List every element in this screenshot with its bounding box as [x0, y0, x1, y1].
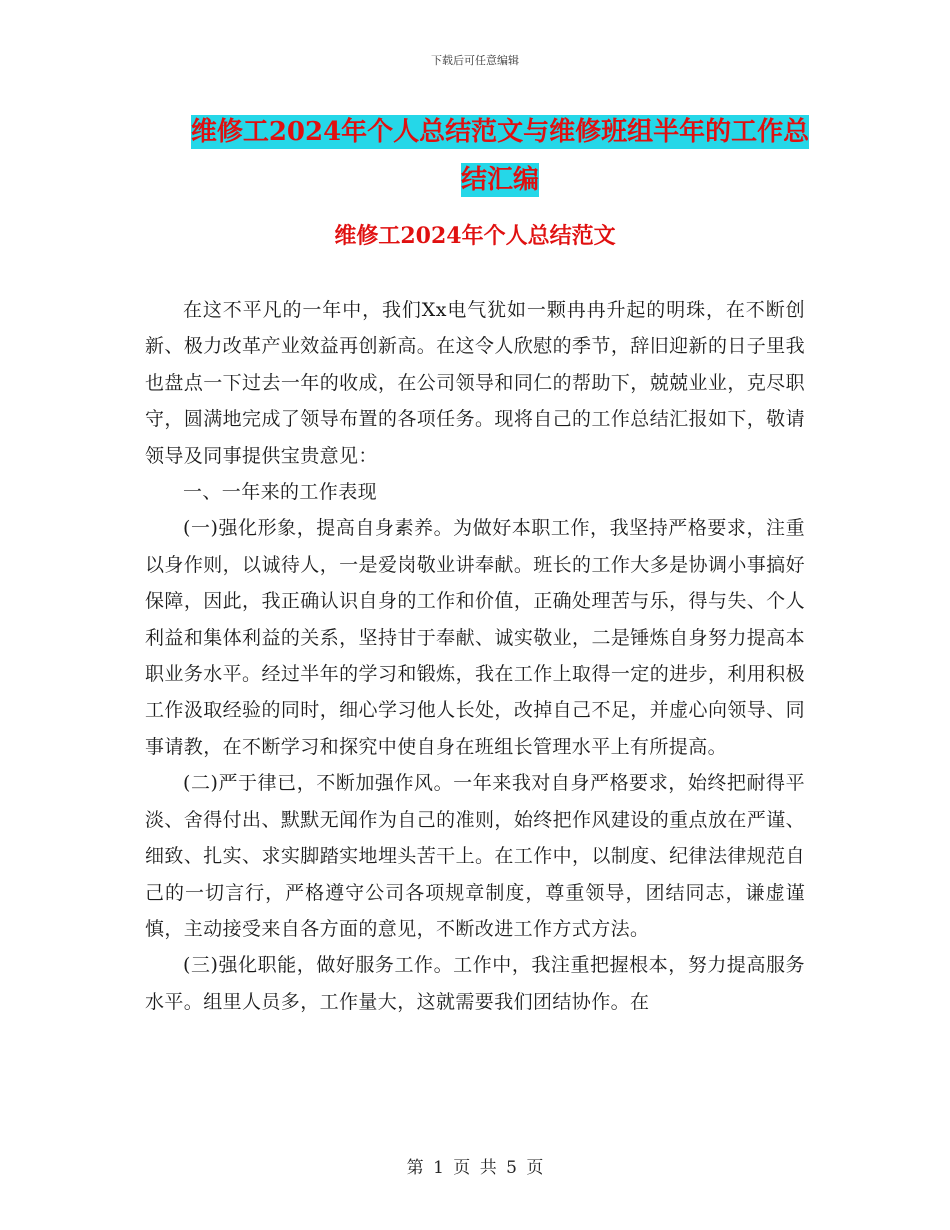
paragraph-3: (三)强化职能，做好服务工作。工作中，我注重把握根本，努力提高服务水平。组里人员多，工作量大，这就需要我们团结协作。在 [145, 954, 805, 1013]
paragraph-1: (一)强化形象，提高自身素养。为做好本职工作，我坚持严格要求，注重以身作则，以诚待人，一是爱岗敬业讲奉献。班长的工作大多是协调小事搞好保障，因此，我正确认识自身的工作和价值，正确处理苦与乐，得与失、个人利益和集体利益的关系，坚持甘于奉献、诚实敬业，二是锤炼自身努力提高本职业务水平。经过半年的学习和锻炼，我在工作上取得一定的进步，利用积极工作汲取经验的同时，细心学习他人长处，改掉自己不足，并虚心向领导、同事请教，在不断学习和探究中使自身在班组长管理水平上有所提高。 [145, 517, 805, 758]
paragraph-2: (二)严于律已，不断加强作风。一年来我对自身严格要求，始终把耐得平淡、舍得付出、默默无闻作为自己的准则，始终把作风建设的重点放在严谨、细致、扎实、求实脚踏实地埋头苦干上。在工作中，以制度、纪律法律规范自己的一切言行，严格遵守公司各项规章制度，尊重领导，团结同志，谦虚谨慎，主动接受来自各方面的意见，不断改进工作方式方法。 [145, 772, 805, 940]
body-text [145, 292, 805, 1020]
paragraph-intro: 在这不平凡的一年中，我们Xx电气犹如一颗冉冉升起的明珠，在不断创新、极力改革产业效益再创新高。在这令人欣慰的季节，辞旧迎新的日子里我也盘点一下过去一年的收成，在公司领导和同仁的帮助下，兢兢业业，克尽职守，圆满地完成了领导布置的各项任务。现将自己的工作总结汇报如下，敬请领导及同事提供宝贵意见： [145, 299, 805, 467]
document-title [150, 108, 850, 204]
title-line-2: 结汇编 [460, 165, 539, 195]
paragraph-heading: 一、一年来的工作表现 [183, 481, 378, 504]
header-note: 下载后可任意编辑 [431, 54, 519, 67]
section-title: 维修工2024年个人总结范文 [334, 223, 616, 249]
page-number: 第 1 页 共 5 页 [406, 1158, 544, 1178]
title-line-1: 维修工2024年个人总结范文与维修班组半年的工作总 [190, 117, 810, 147]
